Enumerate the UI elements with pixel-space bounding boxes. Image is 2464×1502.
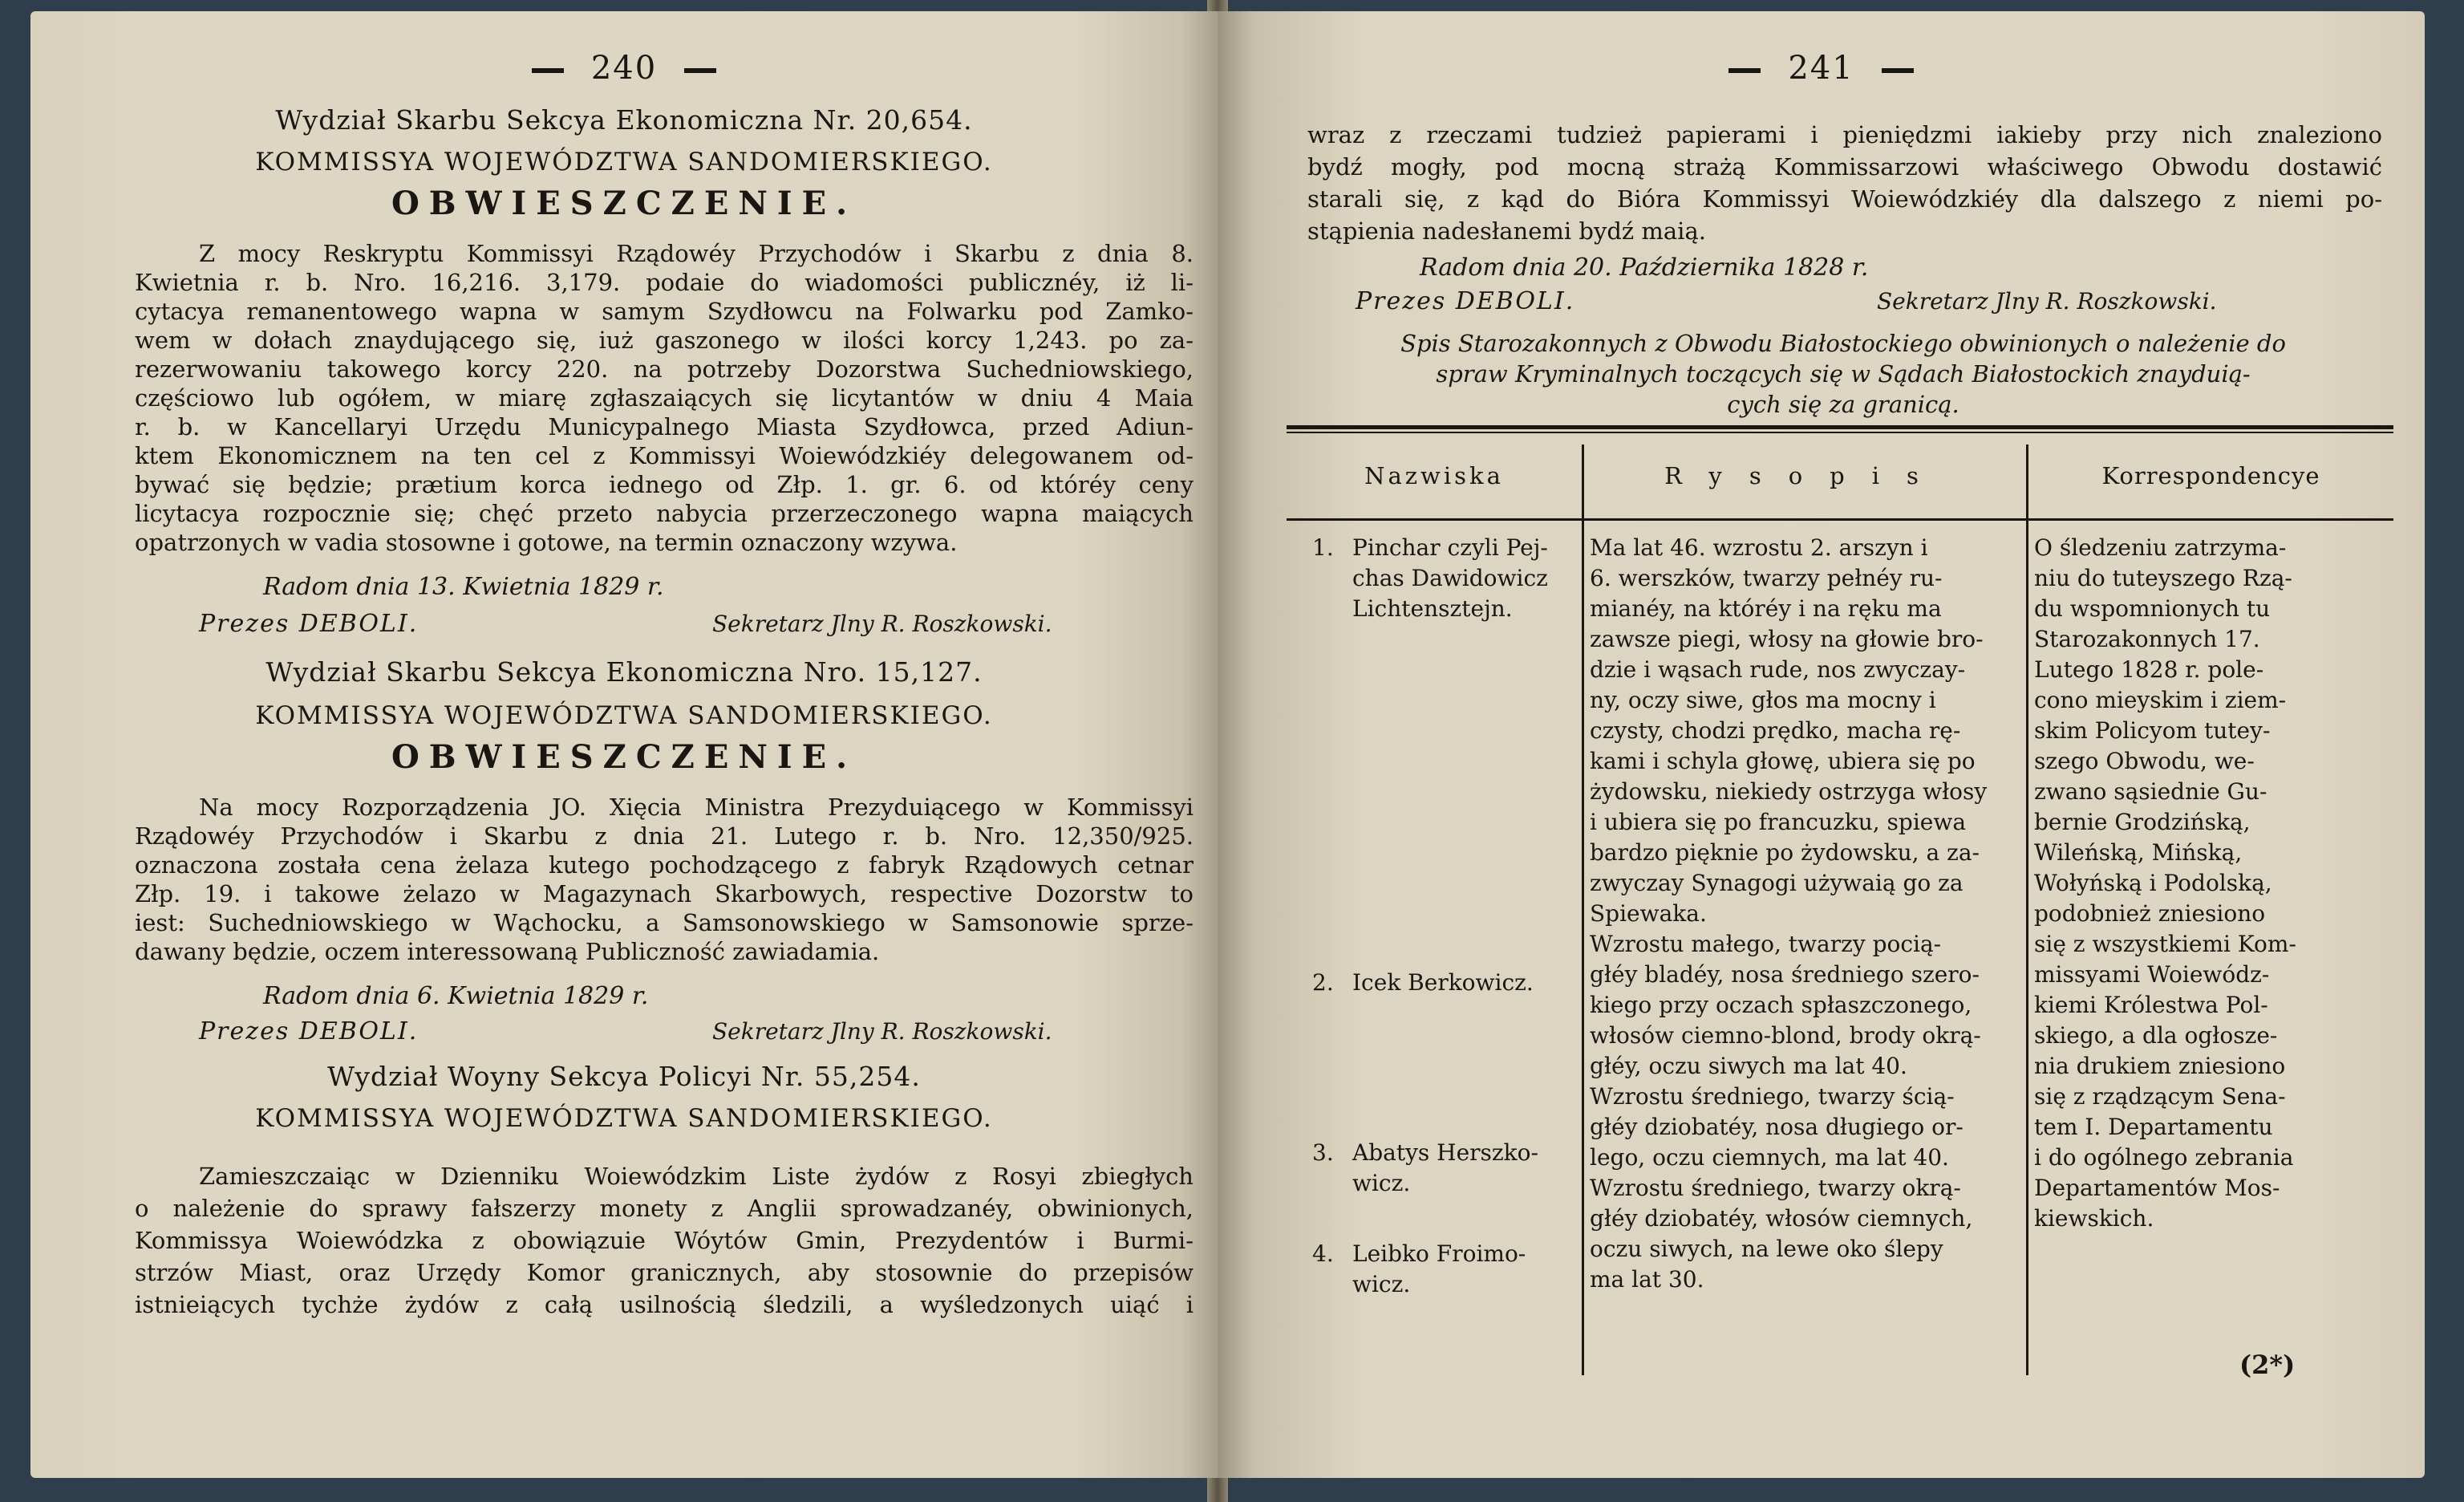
notice1-date: Radom dnia 13. Kwietnia 1829 r. bbox=[263, 573, 664, 601]
notice1-line: wem w dołach znaydującego się, iuż gaszonego w ilości korcy 1,243. po za- bbox=[135, 327, 1194, 354]
rysopis-line: Wzrostu małego, twarzy pocią- bbox=[1590, 931, 1942, 957]
korr-line: się z rządzącym Sena- bbox=[2034, 1083, 2286, 1110]
notice1-line: ktem Ekonomicznem na ten cel z Kommissyi Woiewódzkiéy delegowanem od- bbox=[135, 442, 1194, 469]
notice3-line: Zamieszczaiąc w Dzienniku Woiewódzkim Liste żydów z Rosyi zbiegłych bbox=[199, 1163, 1194, 1190]
notice1-secretary: Sekretarz Jlny R. Roszkowski. bbox=[712, 611, 1052, 637]
table-top-rule-thin bbox=[1287, 432, 2393, 433]
table-row-name: Abatys Herszko- wicz. bbox=[1352, 1139, 1538, 1196]
rysopis-line: ma lat 30. bbox=[1590, 1266, 1704, 1293]
rysopis-line: i ubiera się po francuzku, spiewa bbox=[1590, 809, 1967, 835]
notice1-line: opatrzonych w vadia stosowne i gotowe, na termin oznaczony wzywa. bbox=[135, 529, 958, 556]
rysopis-line: oczu siwych, na lewe oko ślepy bbox=[1590, 1236, 1943, 1262]
rysopis-line: 6. werszków, twarzy pełnéy ru- bbox=[1590, 565, 1943, 591]
notice1-line: Z mocy Reskryptu Kommissyi Rządowéy Przychodów i Skarbu z dnia 8. bbox=[199, 240, 1194, 267]
korr-line: nia drukiem zniesiono bbox=[2034, 1053, 2286, 1079]
korr-line: skim Policyom tutey- bbox=[2034, 717, 2271, 744]
korr-line: O śledzeniu zatrzyma- bbox=[2034, 534, 2287, 561]
korr-line: Lutego 1828 r. pole- bbox=[2034, 656, 2264, 683]
notice2-president: Prezes DEBOLI. bbox=[199, 1017, 419, 1045]
notice2-line: Złp. 19. i takowe żelazo w Magazynach Skarbowych, respective Dozorstw to bbox=[135, 880, 1194, 907]
continued-line: bydź mogły, pod mocną strażą Kommissarzowi właściwego Obwodu dostawić bbox=[1307, 153, 2382, 181]
rysopis-line: ny, oczy siwe, głos ma mocny i bbox=[1590, 687, 1936, 713]
row-number: 4. bbox=[1312, 1240, 1334, 1267]
list-title-line: Spis Starozakonnych z Obwodu Białostockiego obwinionych o należenie do bbox=[1400, 330, 2286, 357]
notice2-line: oznaczona została cena żelaza kutego pochodzącego z fabryk Rządowych cetnar bbox=[135, 851, 1194, 879]
table-row-name bbox=[1312, 533, 1334, 563]
notice1-line: r. b. w Kancellaryi Urzędu Municypalnego Miasta Szydłowca, przed Adiun- bbox=[135, 413, 1194, 440]
korr-line: bernie Grodzińską, bbox=[2034, 809, 2251, 835]
table-header-korrespondencye: Korrespondencye bbox=[2101, 462, 2320, 489]
korr-line: szego Obwodu, we- bbox=[2034, 748, 2255, 774]
notice2-title: OBWIESZCZENIE. bbox=[391, 738, 857, 776]
korr-line: kiemi Królestwa Pol- bbox=[2034, 992, 2268, 1018]
notice1-line: Kwietnia r. b. Nro. 16,216. 3,179. podaie do wiadomości publicznéy, iż li- bbox=[135, 269, 1194, 296]
row-number: 1. bbox=[1312, 534, 1334, 561]
notice3-header: Wydział Woyny Sekcya Policyi Nr. 55,254. bbox=[327, 1061, 921, 1092]
dash bbox=[532, 68, 564, 73]
korr-line: cono mieyskim i ziem- bbox=[2034, 687, 2287, 713]
rysopis-line: głéy dziobatéy, włosów ciemnych, bbox=[1590, 1205, 1973, 1232]
signature-mark: (2*) bbox=[2239, 1350, 2296, 1380]
right-page bbox=[1218, 11, 2425, 1478]
rysopis-line: czysty, chodzi prędko, macha rę- bbox=[1590, 717, 1961, 744]
korr-line: się z wszystkiemi Kom- bbox=[2034, 931, 2296, 957]
korr-line: niu do tuteyszego Rzą- bbox=[2034, 565, 2292, 591]
table-header-rysopis: Rysopis bbox=[1664, 462, 1946, 489]
table-column-divider bbox=[1582, 445, 1584, 1375]
korr-line: zwano sąsiednie Gu- bbox=[2034, 778, 2267, 805]
korr-line: podobnież zniesiono bbox=[2034, 900, 2266, 927]
rysopis-line: bardzo pięknie po żydowsku, a za- bbox=[1590, 839, 1980, 866]
right-president: Prezes DEBOLI. bbox=[1356, 287, 1575, 315]
table-row-name bbox=[1312, 968, 1334, 998]
korr-line: du wspomnionych tu bbox=[2034, 595, 2271, 622]
rysopis-line: głéy, oczu siwych ma lat 40. bbox=[1590, 1053, 1907, 1079]
rysopis-line: Ma lat 46. wzrostu 2. arszyn i bbox=[1590, 534, 1928, 561]
table-row-name bbox=[1312, 1138, 1334, 1168]
korr-line: skiego, a dla ogłosze- bbox=[2034, 1022, 2278, 1049]
notice2-line: dawany będzie, oczem interessowaną Publiczność zawiadamia. bbox=[135, 938, 880, 965]
notice1-header: Wydział Skarbu Sekcya Ekonomiczna Nr. 20,654. bbox=[275, 104, 973, 136]
dash bbox=[684, 68, 716, 73]
notice3-line: o należenie do sprawy fałszerzy monety z Anglii sprowadzanéy, obwinionych, bbox=[135, 1195, 1194, 1222]
right-secretary: Sekretarz Jlny R. Roszkowski. bbox=[1877, 288, 2217, 315]
korr-line: kiewskich. bbox=[2034, 1205, 2154, 1232]
notice3-line: strzów Miast, oraz Urzędy Komor granicznych, aby stosownie do przepisów bbox=[135, 1259, 1194, 1286]
korr-line: missyami Woiewódz- bbox=[2034, 961, 2270, 988]
rysopis-line: Spiewaka. bbox=[1590, 900, 1707, 927]
dash bbox=[1882, 68, 1914, 73]
list-title-line: cych się za granicą. bbox=[1727, 391, 1959, 418]
korr-line: tem I. Departamentu bbox=[2034, 1114, 2273, 1140]
korr-line: Wołyńską i Podolską, bbox=[2034, 870, 2272, 896]
korr-line: Departamentów Mos- bbox=[2034, 1175, 2280, 1201]
notice2-secretary: Sekretarz Jlny R. Roszkowski. bbox=[712, 1018, 1052, 1045]
notice1-line: rezerwowaniu takowego korcy 220. na potrzeby Dozorstwa Suchedniowskiego, bbox=[135, 355, 1194, 383]
right-date: Radom dnia 20. Października 1828 r. bbox=[1420, 254, 1869, 282]
dash bbox=[1728, 68, 1761, 73]
notice2-line: Rządowéy Przychodów i Skarbu z dnia 21. Lutego r. b. Nro. 12,350/925. bbox=[135, 822, 1194, 850]
left-page-number: 240 bbox=[30, 50, 1218, 87]
notice1-commission: KOMMISSYA WOJEWÓDZTWA SANDOMIERSKIEGO. bbox=[255, 148, 993, 177]
rysopis-column bbox=[1590, 533, 1987, 1295]
table-row-name: Pinchar czyli Pej- chas Dawidowicz Lichtensztejn. bbox=[1352, 534, 1548, 622]
notice3-commission: KOMMISSYA WOJEWÓDZTWA SANDOMIERSKIEGO. bbox=[255, 1104, 993, 1133]
rysopis-line: głéy bladéy, nosa średniego szero- bbox=[1590, 961, 1980, 988]
notice2-line: Na mocy Rozporządzenia JO. Xięcia Ministra Prezyduiącego w Kommissyi bbox=[199, 794, 1194, 821]
continued-line: wraz z rzeczami tudzież papierami i pieniędzmi iakieby przy nich znaleziono bbox=[1307, 121, 2382, 148]
notice1-title: OBWIESZCZENIE. bbox=[391, 185, 857, 222]
table-row-name bbox=[1312, 1239, 1334, 1269]
rysopis-line: zwyczay Synagogi używaią go za bbox=[1590, 870, 1964, 896]
rysopis-line: włosów ciemno-blond, brody okrą- bbox=[1590, 1022, 1981, 1049]
notice2-date: Radom dnia 6. Kwietnia 1829 r. bbox=[263, 982, 649, 1010]
notice1-president: Prezes DEBOLI. bbox=[199, 610, 419, 638]
notice2-line: iest: Suchedniowskiego w Wąchocku, a Samsonowskiego w Samsonowie sprze- bbox=[135, 909, 1194, 936]
rysopis-line: głéy dziobatéy, nosa długiego or- bbox=[1590, 1114, 1964, 1140]
rysopis-line: zawsze piegi, włosy na głowie bro- bbox=[1590, 626, 1984, 652]
rysopis-line: mianéy, na któréy i na ręku ma bbox=[1590, 595, 1942, 622]
table-row-name: Icek Berkowicz. bbox=[1352, 969, 1534, 996]
table-row-name: Leibko Froimo- wicz. bbox=[1352, 1240, 1526, 1297]
row-number: 2. bbox=[1312, 969, 1334, 996]
rysopis-line: żydowsku, niekiedy ostrzyga włosy bbox=[1590, 778, 1988, 805]
rysopis-line: lego, oczu ciemnych, ma lat 40. bbox=[1590, 1144, 1949, 1171]
continued-line: starali się, z kąd do Bióra Kommissyi Woiewódzkiéy dla dalszego z niemi po- bbox=[1307, 185, 2382, 213]
rysopis-line: Wzrostu średniego, twarzy okrą- bbox=[1590, 1175, 1961, 1201]
notice2-commission: KOMMISSYA WOJEWÓDZTWA SANDOMIERSKIEGO. bbox=[255, 701, 993, 730]
rysopis-line: dzie i wąsach rude, nos zwyczay- bbox=[1590, 656, 1966, 683]
rysopis-line: kami i schyla głowę, ubiera się po bbox=[1590, 748, 1976, 774]
notice1-line: cytacya remanentowego wapna w samym Szydłowcu na Folwarku pod Zamko- bbox=[135, 298, 1194, 325]
row-number: 3. bbox=[1312, 1139, 1334, 1166]
notice1-line: częściowo lub ogółem, w miarę zgłaszaiących się licytantów w dniu 4 Maia bbox=[135, 384, 1194, 412]
table-column-divider bbox=[2026, 445, 2028, 1375]
korr-line: Wileńską, Mińską, bbox=[2034, 839, 2243, 866]
rysopis-line: Wzrostu średniego, twarzy ścią- bbox=[1590, 1083, 1955, 1110]
list-title-line: spraw Kryminalnych toczących się w Sądach Białostockich znayduią- bbox=[1436, 360, 2251, 388]
korr-line: i do ogólnego zebrania bbox=[2034, 1144, 2294, 1171]
right-page-number: 241 bbox=[1218, 50, 2425, 87]
notice3-line: Kommissya Woiewódzka z obowiązuie Wóytów Gmin, Prezydentów i Burmi- bbox=[135, 1227, 1194, 1254]
table-header-rule bbox=[1287, 518, 2393, 521]
continued-line: stąpienia nadesłanemi bydź maią. bbox=[1307, 217, 1706, 245]
notice1-line: licytacya rozpocznie się; chęć przeto nabycia przerzeczonego wapna maiących bbox=[135, 500, 1194, 527]
table-header-nazwiska: Nazwiska bbox=[1364, 462, 1504, 489]
notice2-header: Wydział Skarbu Sekcya Ekonomiczna Nro. 15,127. bbox=[265, 656, 983, 688]
left-page bbox=[30, 11, 1218, 1478]
notice1-line: bywać się będzie; prætium korca iednego od Złp. 1. gr. 6. od któréy ceny bbox=[135, 471, 1194, 498]
korrespondencye-column bbox=[2034, 533, 2296, 1234]
korr-line: Starozakonnych 17. bbox=[2034, 626, 2260, 652]
rysopis-line: kiego przy oczach spłaszczonego, bbox=[1590, 992, 1972, 1018]
table-top-rule bbox=[1287, 425, 2393, 429]
notice3-line: istnieiących tychże żydów z całą usilnością śledzili, a wyśledzonych uiąć i bbox=[135, 1291, 1194, 1318]
